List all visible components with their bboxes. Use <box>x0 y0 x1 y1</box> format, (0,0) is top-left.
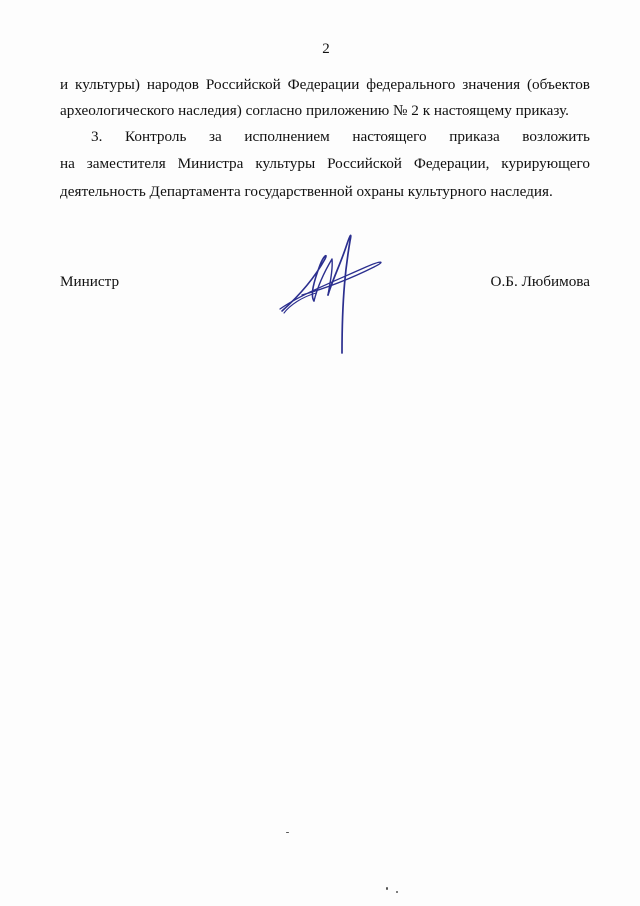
word: настоящего <box>352 128 427 145</box>
body-line-2: археологического наследия) согласно приложению № 2 к настоящему приказу. <box>60 102 569 119</box>
word: значения <box>462 76 521 93</box>
handwritten-signature <box>270 225 400 360</box>
body-line-4 <box>60 155 590 173</box>
page-number: 2 <box>322 41 330 57</box>
body-line-5: деятельность Департамента государственной охраны культурного наследия. <box>60 183 553 200</box>
word: Контроль <box>124 128 187 145</box>
scan-speck <box>286 832 289 833</box>
word: народов <box>146 76 199 93</box>
scan-speck <box>396 891 398 893</box>
word: исполнением <box>244 128 330 145</box>
body-line-1 <box>60 76 590 94</box>
word: федерального <box>366 76 456 93</box>
word: и <box>60 76 69 93</box>
word: Федерации <box>287 76 360 93</box>
word: (объектов <box>527 76 590 93</box>
word: 3. <box>91 128 103 145</box>
word: Министра <box>177 155 244 172</box>
word: культуры <box>255 155 316 172</box>
word: культуры) <box>75 76 140 93</box>
word: Российской <box>327 155 402 172</box>
word: за <box>209 128 222 145</box>
body-line-3 <box>91 128 590 146</box>
word: Российской <box>205 76 281 93</box>
word: Федерации, <box>413 155 490 172</box>
signer-position: Министр <box>60 273 120 290</box>
signer-name: О.Б. Любимова <box>490 273 590 290</box>
word: заместителя <box>86 155 166 172</box>
word: курирующего <box>501 155 590 172</box>
scan-speck <box>386 887 388 890</box>
word: возложить <box>522 128 590 145</box>
word: приказа <box>449 128 500 145</box>
word: на <box>60 155 75 172</box>
